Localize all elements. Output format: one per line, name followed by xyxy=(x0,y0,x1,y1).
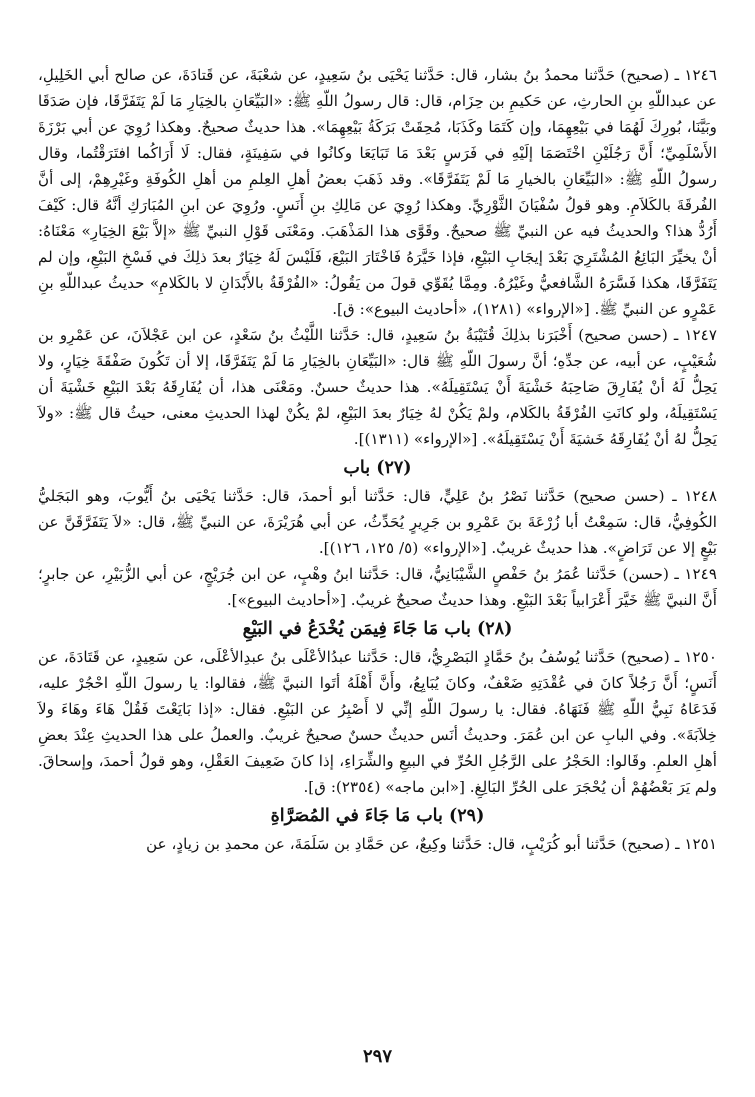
hadith-1251-paragraph: ١٢٥١ ـ (صحيح) حَدَّثنا أبو كُرَيْبٍ، قال: حَدَّثنا وكِيعٌ، عن حَمَّادِ بن سَلَمَةَ، عن محمدِ بن زيادٍ، عن xyxy=(146,835,717,853)
hadith-1246-paragraph: ١٢٤٦ ـ (صحيح) حَدَّثنا محمدُ بنُ بشار، قال: حَدَّثنا يَحْيَى بنُ سَعِيدٍ، عن شعْبَةَ، عن قَتادَةَ، عن صالح أبي الخَلِيلِ، عن عبداللّهِ بنِ الحارثِ، عن حَكيمِ بن حِزَام، قال: قال رسولُ اللّهِ ﷺ: «البَيِّعَانِ بالخِيَارِ مَا لَمْ يَتَفَرَّقَا، فإن صَدَقَا وبَيَّنَا، بُورِكَ لَهُمَا في بَيْعِهِمَا، وإن كَتَمَا وكَذَبَا، مُحِقَتْ بَرَكَةُ بَيْعِهِمَا». هذا حديثٌ صحيحٌ. وهكذا رُوِيَ عن أبي بَرْزَةَ الأَسْلَمِيِّ؛ أَنَّ رَجُلَيْنِ اخْتَصَمَا إلَيْهِ في فَرَسٍ بَعْدَ مَا تَبَايَعَا وكانُوا في سَفِينَةٍ، فقال: لَا أَرَاكُما افتَرَقْتُما، وقال رسولُ اللّهِ ﷺ: «البَيِّعَانِ بالخيارِ مَا لَمْ يَتَفَرَّقَا». وقد ذَهَبَ بعضُ أهلِ العِلمِ من أهلِ الكُوفَةِ وغَيْرِهِمْ، إلى أنَّ الفُرقَةَ بالكَلاَمِ. وهو قولُ سُفْيَانَ الثَّوْرِيِّ. وهكذا رُوِيَ عن مَالِكِ بنِ أَنَسٍ. ورُوِيَ عن ابنِ المُبَارَكِ أنَّهُ قال: كَيْفَ أَرُدُّ هذا؟ والحديثُ فيه عن النبيِّ ﷺ صحيحٌ. وقَوَّى هذا المَذْهَبَ. ومَعْنَى قَوْلِ النبيِّ ﷺ «إلاَّ بَيْعَ الخِيَارِ» مَعْنَاهُ: أنْ يخيِّرَ البَائِعُ المُشْتَرِيَ بَعْدَ إيجَابِ البَيْعِ، فإذا خَيَّرَهُ فَاخْتَارَ البَيْعَ، فَلَيْسَ لَهُ خِيَارٌ بعدَ ذلِكَ في فَسْخِ البَيْعِ، وإن لم يَتَفَرَّقَا، هكذا فَسَّرَهُ الشَّافعيُّ وغَيْرُهُ. ومِمَّا يُقَوِّي قولَ من يَقُولُ: «الفُرْقَةُ بالأَبْدَانِ لا بالكَلامِ» حديثُ عبداللّهِ بنِ عَمْرٍو عن النبيِّ ﷺ. [«الإرواء» (١٢٨١)، «أحاديث البيوع»: ق]. xyxy=(38,66,717,318)
chapter-27-heading: (٢٧) باب xyxy=(343,458,412,478)
hadith-1249-paragraph: ١٢٤٩ ـ (حسن) حَدَّثنا عُمَرُ بنُ حَفْصٍ الشَّيْبَانِيُّ، قال: حَدَّثنا ابنُ وهْبٍ، عن ابن جُرَيْجٍ، عن أبي الزُّبَيْرِ، عن جابرٍ؛ أَنَّ النبيَّ ﷺ خَيَّرَ أَعْرَابياً بَعْدَ البَيْعِ. وهذا حديثٌ صحيحٌ غريبٌ. [«أحاديث البيوع»]. xyxy=(38,565,717,609)
chapter-28-heading: (٢٨) باب مَا جَاءَ فِيمَن يُخْدَعُ في البَيْعِ xyxy=(242,619,513,639)
chapter-29-heading: (٢٩) باب مَا جَاءَ في المُصَرَّاةِ xyxy=(270,806,485,826)
hadith-1250-paragraph: ١٢٥٠ ـ (صحيح) حَدَّثنا يُوسُفُ بنُ حَمَّادٍ البَصْرِيُّ، قال: حَدَّثنا عبدُالأعْلَى بنُ عبدِالأعْلَى، عن سَعِيدٍ، عن قَتَادَةَ، عن أَنَسٍ؛ أَنَّ رَجُلاً كانَ في عُقْدَتِهِ ضَعْفٌ، وكانَ يُبَايِعُ، وأَنَّ أَهْلَهُ أتَوا النبيَّ ﷺ، فقالوا: يا رسولَ اللّهِ احْجُرْ عليه، فَدَعَاهُ نَبِيُّ اللّهِ ﷺ فَنَهَاهُ. فقال: يا رسولَ اللّهِ إنِّي لا أَصْبِرُ عن البَيْعِ. فقال: «إذا بَايَعْتَ فَقُلْ هَاءَ وهَاءَ ولاَ خِلاَبَةَ». وفي البابِ عن ابن عُمَرَ. وحديثُ أنَس حديثٌ حسنٌ صحيحٌ غريبٌ. والعملُ على هذا الحديثِ عِنْدَ بعضِ أهلِ العلمِ. وقَالوا: الحَجْرُ على الرَّجُلِ الحُرِّ في البيعِ والشِّرَاءِ، إذا كانَ ضَعِيفَ العَقْلِ، وهو قولُ أحمدَ، وإسحاقَ. ولم يَرَ بَعْضُهُمْ أن يُحْجَرَ على الحُرِّ البَالِغِ. [«ابن ماجه» (٢٣٥٤): ق]. xyxy=(38,648,717,796)
hadith-1247-paragraph: ١٢٤٧ ـ (حسن صحيح) أَخْبَرَنا بذلِكَ قُتَيْبَةُ بنُ سَعِيدٍ، قال: حَدَّثنا اللَّيْثُ بنُ سَعْدٍ، عن ابن عَجْلاَنَ، عن عَمْرِو بن شُعَيْبٍ، عن أبيه، عن جدِّهِ؛ أنَّ رسولَ اللّهِ ﷺ قال: «البَيِّعَانِ بالخِيَارِ مَا لَمْ يَتَفَرَّقَا، إلا أن تَكُونَ صَفْقَةَ خِيَارٍ، ولا يَحِلُّ لَهُ أنْ يُفَارِقَ صَاحِبَهُ خَشْيَةَ أَنْ يَسْتَقِيلَهُ». هذا حديثٌ حسنٌ. ومَعْنَى هذا، أن يُفَارِقَهُ بَعْدَ البَيْعِ خَشْيَةَ أن يَسْتَقِيلَهُ، ولو كانَتِ الفُرْقَةُ بالكَلام، ولمْ يَكُنْ لهُ خِيَارٌ بعدَ البَيْعِ، لمْ يكُنْ لهذا الحديثِ معنى، حيثُ قال ﷺ: «ولاَ يَحِلُّ لهُ أنْ يُفَارِقَهُ خَشيَةَ أَنْ يَسْتَقِيلَهُ». [«الإرواء» (١٣١١)]. xyxy=(38,326,717,448)
page-number: ٢٩٧ xyxy=(362,1046,392,1067)
hadith-1248-paragraph: ١٢٤٨ ـ (حسن صحيح) حَدَّثنا نَصْرُ بنُ عَلِيٍّ، قال: حَدَّثنا أبو أحمدَ، قال: حَدَّثنا يَحْيَى بنُ أَيُّوبَ، وهو البَجَليُّ الكُوفِيُّ، قال: سَمِعْتُ أبا زُرْعَةَ بنَ عَمْرِو بن جَرِيرٍ يُحَدِّثُ، عن أبي هُرَيْرَةَ، عن النبيِّ ﷺ، قال: «لاَ يَتَفَرَّقَنَّ عن بَيْعٍ إلا عن تَرَاضٍ». هذا حديثٌ غريبٌ. [«الإرواء» (٥/ ١٢٥، ١٢٦)]. xyxy=(38,487,717,557)
